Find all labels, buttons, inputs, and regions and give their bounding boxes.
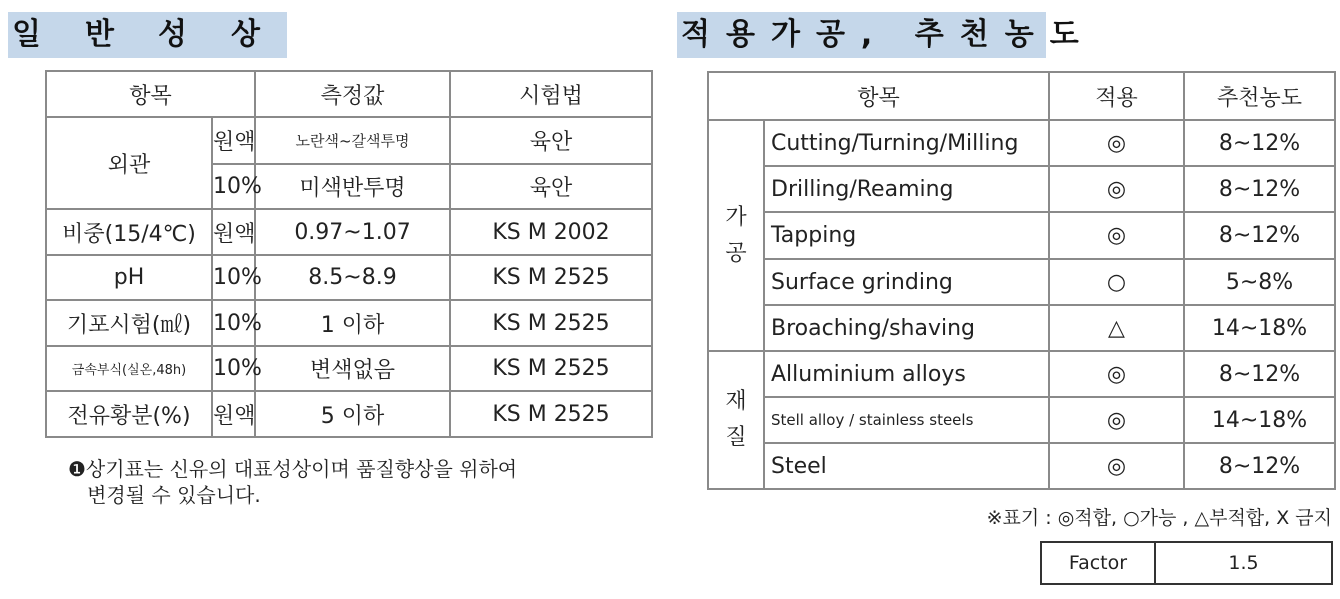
- group-label-machining: 가공: [708, 120, 764, 351]
- value-cell: 변색없음: [255, 346, 450, 391]
- apply-cell: ○: [1049, 259, 1184, 305]
- application-table: [707, 71, 1336, 490]
- condition-cell: 10%: [212, 300, 255, 346]
- symbol-legend: ※표기 : ◎적합, ○가능 , △부적합, X 금지: [986, 507, 1332, 529]
- method-cell: KS M 2002: [450, 209, 652, 255]
- table-row: [708, 166, 1335, 212]
- properties-table: [45, 70, 653, 438]
- group-label-material: 재질: [708, 351, 764, 489]
- header-method: 시험법: [450, 71, 652, 117]
- concentration-cell: 8~12%: [1184, 212, 1335, 259]
- condition-cell: 원액: [212, 117, 255, 164]
- concentration-cell: 5~8%: [1184, 259, 1335, 305]
- value-cell: 1 이하: [255, 300, 450, 346]
- header-concentration: 추천농도: [1184, 72, 1335, 120]
- item-cell: Broaching/shaving: [764, 305, 1049, 351]
- method-cell: 육안: [450, 164, 652, 209]
- table-row: [708, 397, 1335, 443]
- item-cell: 금속부식(실온,48h): [46, 346, 212, 391]
- concentration-cell: 14~18%: [1184, 305, 1335, 351]
- condition-cell: 10%: [212, 346, 255, 391]
- value-cell: 노란색~갈색투명: [255, 117, 450, 164]
- factor-table: [1040, 541, 1333, 585]
- apply-cell: △: [1049, 305, 1184, 351]
- table-row: [46, 117, 652, 164]
- concentration-cell: 8~12%: [1184, 351, 1335, 397]
- table-row: [46, 209, 652, 255]
- method-cell: KS M 2525: [450, 391, 652, 437]
- item-cell: Cutting/Turning/Milling: [764, 120, 1049, 166]
- condition-cell: 원액: [212, 391, 255, 437]
- concentration-cell: 8~12%: [1184, 443, 1335, 489]
- apply-cell: ◎: [1049, 166, 1184, 212]
- table-row: [708, 305, 1335, 351]
- condition-cell: 10%: [212, 255, 255, 300]
- item-cell: Alluminium alloys: [764, 351, 1049, 397]
- apply-cell: ◎: [1049, 443, 1184, 489]
- table-row: [708, 212, 1335, 259]
- value-cell: 8.5~8.9: [255, 255, 450, 300]
- appearance-label: 외관: [46, 117, 212, 209]
- condition-cell: 10%: [212, 164, 255, 209]
- factor-label: Factor: [1041, 542, 1155, 584]
- header-apply: 적용: [1049, 72, 1184, 120]
- value-cell: 5 이하: [255, 391, 450, 437]
- table-header-row: [708, 72, 1335, 120]
- method-cell: KS M 2525: [450, 346, 652, 391]
- item-cell: 비중(15/4℃): [46, 209, 212, 255]
- method-cell: KS M 2525: [450, 255, 652, 300]
- item-cell: Steel: [764, 443, 1049, 489]
- item-cell: Tapping: [764, 212, 1049, 259]
- table-row: [708, 259, 1335, 305]
- item-cell: Surface grinding: [764, 259, 1049, 305]
- header-item: 항목: [46, 71, 255, 117]
- item-cell: 전유황분(%): [46, 391, 212, 437]
- value-cell: 미색반투명: [255, 164, 450, 209]
- header-value: 측정값: [255, 71, 450, 117]
- item-cell: 기포시험(㎖): [46, 300, 212, 346]
- value-cell: 0.97~1.07: [255, 209, 450, 255]
- table-row: [708, 443, 1335, 489]
- section-title-general-properties: 일반성상: [8, 12, 287, 58]
- apply-cell: ◎: [1049, 397, 1184, 443]
- table-row: [708, 351, 1335, 397]
- method-cell: KS M 2525: [450, 300, 652, 346]
- table-row: [46, 391, 652, 437]
- table-row: [46, 300, 652, 346]
- table-row: [708, 120, 1335, 166]
- footnote: ❶상기표는 신유의 대표성상이며 품질향상을 위하여 변경될 수 있습니다.: [68, 457, 518, 507]
- section-title-application: 적용가공, 추천농도: [677, 12, 1046, 58]
- apply-cell: ◎: [1049, 212, 1184, 259]
- item-cell: Stell alloy / stainless steels: [764, 397, 1049, 443]
- method-cell: 육안: [450, 117, 652, 164]
- condition-cell: 원액: [212, 209, 255, 255]
- table-header-row: [46, 71, 652, 117]
- header-item: 항목: [708, 72, 1049, 120]
- apply-cell: ◎: [1049, 120, 1184, 166]
- item-cell: Drilling/Reaming: [764, 166, 1049, 212]
- concentration-cell: 14~18%: [1184, 397, 1335, 443]
- factor-value: 1.5: [1155, 542, 1332, 584]
- concentration-cell: 8~12%: [1184, 120, 1335, 166]
- table-row: [46, 255, 652, 300]
- item-cell: pH: [46, 255, 212, 300]
- apply-cell: ◎: [1049, 351, 1184, 397]
- concentration-cell: 8~12%: [1184, 166, 1335, 212]
- table-row: [46, 346, 652, 391]
